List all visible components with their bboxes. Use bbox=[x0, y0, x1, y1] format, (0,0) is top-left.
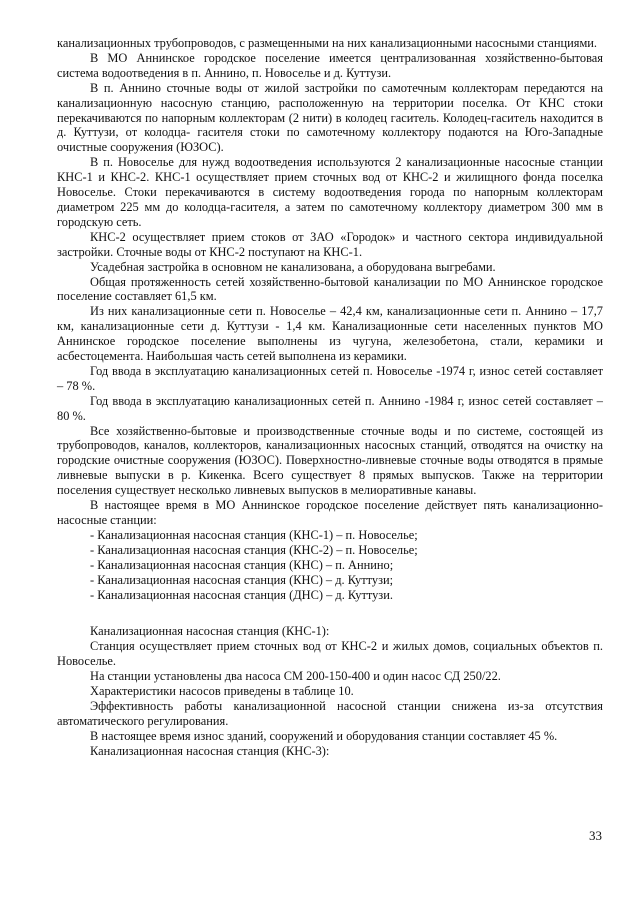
list-item-station: - Канализационная насосная станция (КНС) – п. Аннино; bbox=[90, 557, 394, 572]
section-spacer bbox=[57, 602, 603, 624]
paragraph-centralized-system: В МО Аннинское городское поселение имеется централизованная хозяйственно-бытовая система водоотведения в п. Аннино, п. Новоселье и д. Куттузи. bbox=[57, 50, 603, 80]
paragraph-pump-table-ref: Характеристики насосов приведены в таблице 10. bbox=[90, 684, 354, 699]
paragraph-estate-buildings: Усадебная застройка в основном не канализована, а оборудована выгребами. bbox=[90, 259, 496, 274]
paragraph-annino-year: Год ввода в эксплуатацию канализационных сетей п. Аннино -1984 г, износ сетей составляет – 80 %. bbox=[57, 393, 603, 423]
paragraph-wastewater-disposal: Все хозяйственно-бытовые и производственные сточные воды и по системе, состоящей из трубопроводов, каналов, коллекторов, канализационных насосных станций, отводятся на очистку на городские очистные сооружения (ЮЗОС). Поверхностно-ливневые сточные воды отводятся в прямые ливневые выпуски в р. Кикенка. Всего существует 8 прямых выпусков. Также на территории поселения существует несколько ливневых выпусков в мелиоративные канавы. bbox=[57, 423, 603, 498]
paragraph-pumps-installed: На станции установлены два насоса СМ 200-150-400 и один насос СД 250/22. bbox=[90, 669, 501, 684]
paragraph-novoselye: В п. Новоселье для нужд водоотведения используются 2 канализационные насосные станции КНС-1 и КНС-2. КНС-1 осуществляет прием сточных вод от КНС-2 и жилищного фонда поселка Новоселье. Стоки перекачиваются в систему водоотведения города по напорным коллекторам диаметром 225 мм до колодца-гасителя, а затем по самотечному коллектору диаметром 300 мм в городскую сеть. bbox=[57, 155, 603, 229]
paragraph-novoselye-year: Год ввода в эксплуатацию канализационных сетей п. Новоселье -1974 г, износ сетей составляет – 78 %. bbox=[57, 363, 603, 393]
list-item-station: - Канализационная насосная станция (КНС-2) – п. Новоселье; bbox=[90, 542, 418, 557]
page-number: 33 bbox=[589, 828, 602, 843]
document-body bbox=[57, 36, 603, 759]
paragraph-knc2: КНС-2 осуществляет прием стоков от ЗАО «Городок» и частного сектора индивидуальной застройки. Сточные воды от КНС-2 поступают на КНС-1. bbox=[57, 229, 603, 259]
paragraph-total-length: Общая протяженность сетей хозяйственно-бытовой канализации по МО Аннинское городское поселение составляет 61,5 км. bbox=[57, 274, 603, 304]
paragraph-wear: В настоящее время износ зданий, сооружений и оборудования станции составляет 45 %. bbox=[90, 728, 558, 743]
paragraph-knc1-intake: Станция осуществляет прием сточных вод от КНС-2 и жилых домов, социальных объектов п. Новоселье. bbox=[57, 639, 603, 669]
list-item-station: - Канализационная насосная станция (КНС-1) – п. Новоселье; bbox=[90, 527, 418, 542]
list-item-station: - Канализационная насосная станция (ДНС) – д. Куттузи. bbox=[90, 587, 393, 602]
paragraph-network-breakdown: Из них канализационные сети п. Новоселье – 42,4 км, канализационные сети п. Аннино – 17,7 км, канализационные сети д. Куттузи - 1,4 км. Канализационные сети населенных пунктов МО Аннинское городское поселение выполнены из чугуна, железобетона, стали, керамики и асбестоцемента. Наибольшая часть сетей выполнена из керамики. bbox=[57, 304, 603, 364]
list-item-station: - Канализационная насосная станция (КНС) – д. Куттузи; bbox=[90, 572, 394, 587]
paragraph-efficiency: Эффективность работы канализационной насосной станции снижена из-за отсутствия автоматического регулирования. bbox=[57, 698, 603, 728]
paragraph-continuation: канализационных трубопроводов, с размещенными на них канализационными насосными станциями. bbox=[57, 36, 598, 50]
section-heading-knc1: Канализационная насосная станция (КНС-1): bbox=[90, 624, 330, 639]
paragraph-five-stations: В настоящее время в МО Аннинское городское поселение действует пять канализационно-насосные станции: bbox=[57, 498, 603, 527]
paragraph-annino: В п. Аннино сточные воды от жилой застройки по самотечным коллекторам передаются на канализационную насосную станцию, расположенную на территории поселка. От КНС стоки перекачиваются по напорным коллекторам (2 нити) в колодец гаситель. Колодец-гаситель находится в д. Куттузи, от колодца- гасителя стоки по самотечному коллектору подаются на Юго-Западные очистные сооружения (ЮЗОС). bbox=[57, 80, 603, 155]
section-heading-knc3: Канализационная насосная станция (КНС-3): bbox=[90, 743, 330, 758]
